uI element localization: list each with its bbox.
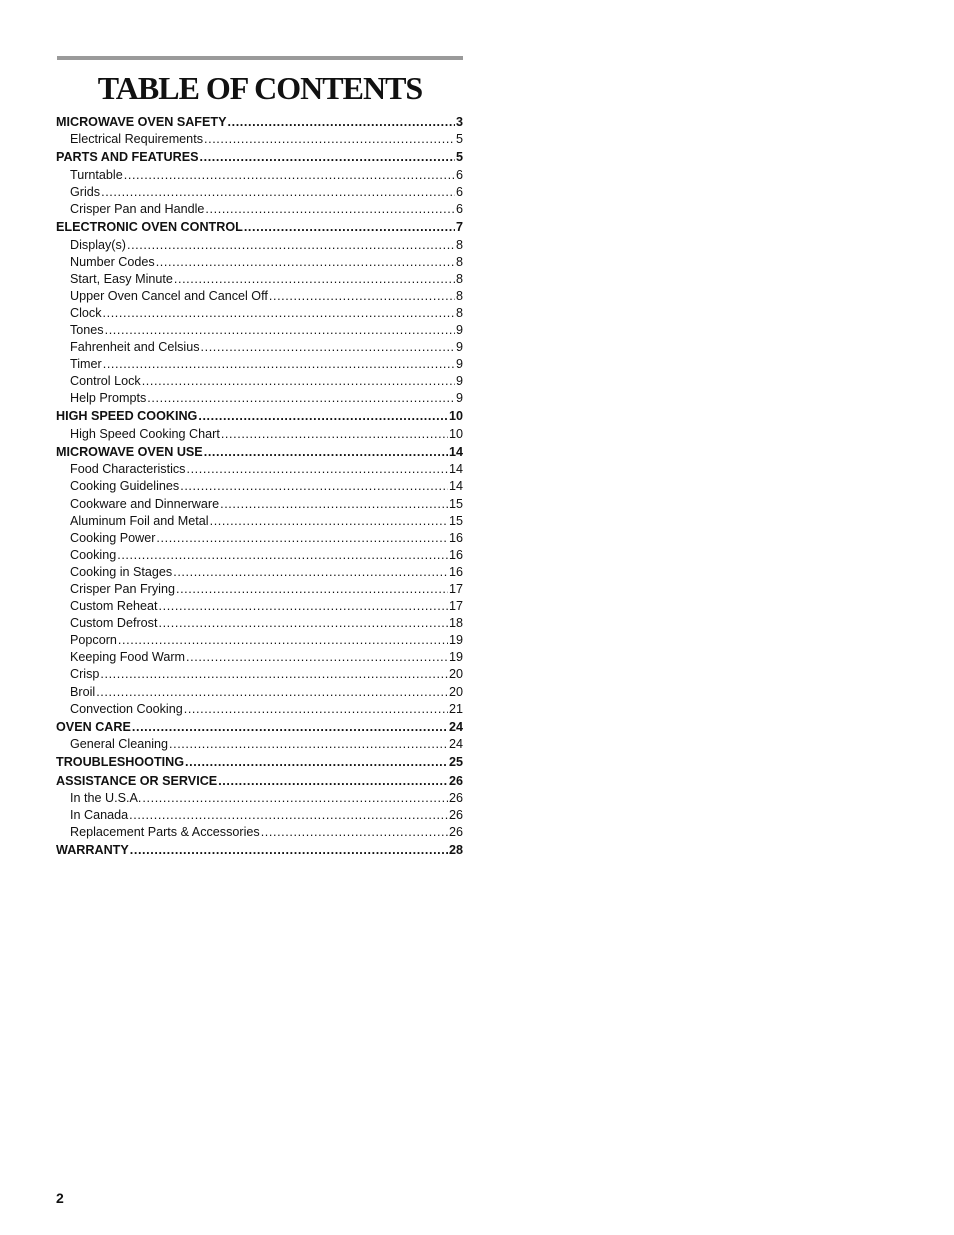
toc-entry-page: 26 (448, 808, 463, 823)
toc-entry-page: 28 (448, 843, 463, 858)
toc-entry-label: Cookware and Dinnerware (70, 496, 220, 511)
dot-leader (158, 615, 448, 632)
toc-subentry (56, 824, 463, 841)
toc-subentry (56, 237, 463, 254)
toc-entry-label: Broil (70, 684, 96, 699)
toc-entry-page: 9 (455, 374, 463, 389)
toc-entry-page: 14 (448, 479, 463, 494)
toc-entry-page: 24 (448, 737, 463, 752)
toc-entry-page: 8 (455, 271, 463, 286)
dot-leader (156, 530, 448, 547)
toc-entry-page: 9 (455, 323, 463, 338)
toc-entry-page: 10 (448, 409, 463, 424)
toc-subentry (56, 184, 463, 201)
dot-leader (200, 148, 455, 166)
toc-subentry (56, 305, 463, 322)
dot-leader (221, 426, 448, 443)
dot-leader (176, 581, 448, 598)
toc-section-entry (56, 113, 463, 131)
toc-subentry (56, 615, 463, 632)
toc-subentry (56, 632, 463, 649)
dot-leader (103, 356, 455, 373)
toc-entry-page: 9 (455, 340, 463, 355)
dot-leader (173, 564, 448, 581)
toc-subentry (56, 598, 463, 615)
toc-entry-label: In Canada (70, 808, 129, 823)
toc-entry-page: 15 (448, 496, 463, 511)
toc-entry-label: Replacement Parts & Accessories (70, 825, 260, 840)
toc-subentry (56, 322, 463, 339)
toc-entry-label: Crisp (70, 667, 100, 682)
toc-entry-page: 3 (455, 115, 463, 129)
dot-leader (186, 649, 448, 666)
toc-entry-page: 16 (448, 564, 463, 579)
toc-section-entry (56, 718, 463, 736)
toc-entry-label: Crisper Pan Frying (70, 582, 175, 597)
toc-entry-label: Grids (70, 184, 101, 199)
toc-subentry (56, 649, 463, 666)
toc-entry-page: 6 (455, 202, 463, 217)
dot-leader (118, 632, 448, 649)
toc-entry-page: 19 (448, 650, 463, 665)
toc-entry-label: Tones (70, 323, 104, 338)
toc-entry-label: Cooking Power (70, 530, 156, 545)
toc-entry-label: Control Lock (70, 374, 141, 389)
toc-entry-label: Cooking Guidelines (70, 479, 180, 494)
dot-leader (210, 513, 448, 530)
toc-entry-page: 17 (448, 599, 463, 614)
dot-leader (205, 201, 455, 218)
toc-entry-page: 15 (448, 513, 463, 528)
toc-entry-label: Timer (70, 357, 102, 372)
toc-entry-page: 20 (448, 667, 463, 682)
toc-subentry (56, 373, 463, 390)
toc-subentry (56, 426, 463, 443)
toc-subentry (56, 530, 463, 547)
dot-leader (218, 772, 448, 790)
toc-subentry (56, 478, 463, 495)
toc-subentry (56, 496, 463, 513)
toc-entry-page: 8 (455, 288, 463, 303)
dot-leader (96, 684, 448, 701)
toc-subentry (56, 131, 463, 148)
toc-entry-page: 16 (448, 530, 463, 545)
toc-subentry (56, 356, 463, 373)
toc-entry-label: Keeping Food Warm (70, 650, 186, 665)
toc-entry-page: 8 (455, 305, 463, 320)
toc-section-entry (56, 753, 463, 771)
toc-entry-page: 26 (448, 825, 463, 840)
toc-entry-label: Number Codes (70, 254, 155, 269)
dot-leader (101, 184, 455, 201)
toc-entry-label: Clock (70, 305, 102, 320)
toc-entry-page: 8 (455, 254, 463, 269)
dot-leader (130, 841, 448, 859)
toc-entry-page: 5 (455, 150, 463, 165)
dot-leader (198, 407, 448, 425)
toc-entry-page: 7 (455, 220, 463, 235)
toc-entry-page: 19 (448, 633, 463, 648)
toc-entry-page: 25 (448, 755, 463, 770)
toc-subentry (56, 736, 463, 753)
dot-leader (156, 254, 455, 271)
toc-section-entry (56, 443, 463, 461)
toc-entry-page: 9 (455, 357, 463, 372)
toc-subentry (56, 581, 463, 598)
dot-leader (132, 718, 448, 736)
toc-subentry (56, 461, 463, 478)
toc-entry-page: 14 (448, 444, 463, 459)
toc-entry-label: MICROWAVE OVEN SAFETY (56, 115, 227, 129)
toc-section-entry (56, 407, 463, 425)
toc-section-entry (56, 148, 463, 166)
toc-entry-label: High Speed Cooking Chart (70, 426, 220, 441)
dot-leader (124, 167, 455, 184)
toc-subentry (56, 254, 463, 271)
toc-entry-label: Electrical Requirements (70, 132, 203, 147)
toc-entry-page: 18 (448, 616, 463, 631)
toc-entry-page: 8 (455, 237, 463, 252)
dot-leader (129, 807, 448, 824)
toc-entry-label: Fahrenheit and Celsius (70, 340, 200, 355)
toc-entry-label: Custom Defrost (70, 616, 158, 631)
page-number: 2 (56, 1190, 64, 1206)
toc-entry-label: Display(s) (70, 237, 126, 252)
toc-subentry (56, 701, 463, 718)
toc-entry-page: 6 (455, 167, 463, 182)
table-of-contents (56, 113, 463, 860)
page-title: TABLE OF CONTENTS (97, 70, 423, 106)
dot-leader (228, 113, 455, 131)
dot-leader (261, 824, 448, 841)
dot-leader (220, 496, 448, 513)
toc-subentry (56, 167, 463, 184)
toc-entry-page: 5 (455, 132, 463, 147)
toc-subentry (56, 288, 463, 305)
toc-subentry (56, 390, 463, 407)
toc-subentry (56, 666, 463, 683)
toc-entry-page: 17 (448, 582, 463, 597)
toc-entry-label: Aluminum Foil and Metal (70, 513, 209, 528)
toc-subentry (56, 271, 463, 288)
toc-entry-label: Upper Oven Cancel and Cancel Off (70, 288, 268, 303)
toc-entry-label: WARRANTY (56, 843, 129, 858)
dot-leader (169, 736, 448, 753)
toc-entry-label: Custom Reheat (70, 599, 158, 614)
dot-leader (127, 237, 455, 254)
dot-leader (159, 598, 448, 615)
toc-entry-page: 6 (455, 184, 463, 199)
toc-entry-page: 16 (448, 547, 463, 562)
toc-entry-page: 20 (448, 684, 463, 699)
toc-entry-label: Convection Cooking (70, 701, 183, 716)
toc-entry-label: Cooking in Stages (70, 564, 173, 579)
toc-entry-label: Turntable (70, 167, 123, 182)
toc-section-entry (56, 841, 463, 859)
toc-subentry (56, 339, 463, 356)
toc-entry-label: OVEN CARE (56, 719, 131, 734)
dot-leader (180, 478, 448, 495)
toc-subentry (56, 547, 463, 564)
toc-entry-label: General Cleaning (70, 737, 169, 752)
dot-leader (142, 790, 448, 807)
toc-subentry (56, 790, 463, 807)
dot-leader (147, 390, 455, 407)
toc-subentry (56, 201, 463, 218)
dot-leader (105, 322, 455, 339)
toc-entry-label: MICROWAVE OVEN USE (56, 444, 203, 459)
dot-leader (269, 288, 455, 305)
toc-subentry (56, 513, 463, 530)
dot-leader (185, 753, 448, 771)
toc-entry-label: In the U.S.A. (70, 791, 142, 806)
toc-entry-label: ELECTRONIC OVEN CONTROL (56, 220, 243, 235)
toc-section-entry (56, 218, 463, 236)
title-rule (57, 56, 463, 60)
dot-leader (186, 461, 448, 478)
toc-subentry (56, 684, 463, 701)
toc-entry-label: PARTS AND FEATURES (56, 150, 199, 165)
dot-leader (204, 443, 448, 461)
toc-entry-label: TROUBLESHOOTING (56, 755, 185, 770)
toc-entry-label: Crisper Pan and Handle (70, 202, 205, 217)
toc-subentry (56, 564, 463, 581)
toc-entry-label: HIGH SPEED COOKING (56, 409, 198, 424)
toc-entry-label: ASSISTANCE OR SERVICE (56, 773, 218, 788)
toc-entry-page: 26 (448, 773, 463, 788)
toc-subentry (56, 807, 463, 824)
dot-leader (184, 701, 448, 718)
toc-entry-page: 10 (448, 426, 463, 441)
dot-leader (100, 666, 448, 683)
toc-entry-label: Cooking (70, 547, 117, 562)
dot-leader (244, 218, 455, 236)
dot-leader (103, 305, 455, 322)
toc-entry-label: Popcorn (70, 633, 117, 648)
dot-leader (201, 339, 455, 356)
toc-section-entry (56, 772, 463, 790)
toc-entry-page: 9 (455, 391, 463, 406)
toc-entry-page: 21 (448, 701, 463, 716)
toc-entry-label: Start, Easy Minute (70, 271, 173, 286)
dot-leader (117, 547, 448, 564)
dot-leader (174, 271, 455, 288)
toc-entry-page: 26 (448, 791, 463, 806)
toc-entry-page: 14 (448, 462, 463, 477)
dot-leader (142, 373, 455, 390)
toc-entry-label: Food Characteristics (70, 462, 186, 477)
dot-leader (204, 131, 455, 148)
toc-entry-label: Help Prompts (70, 391, 147, 406)
toc-entry-page: 24 (448, 719, 463, 734)
